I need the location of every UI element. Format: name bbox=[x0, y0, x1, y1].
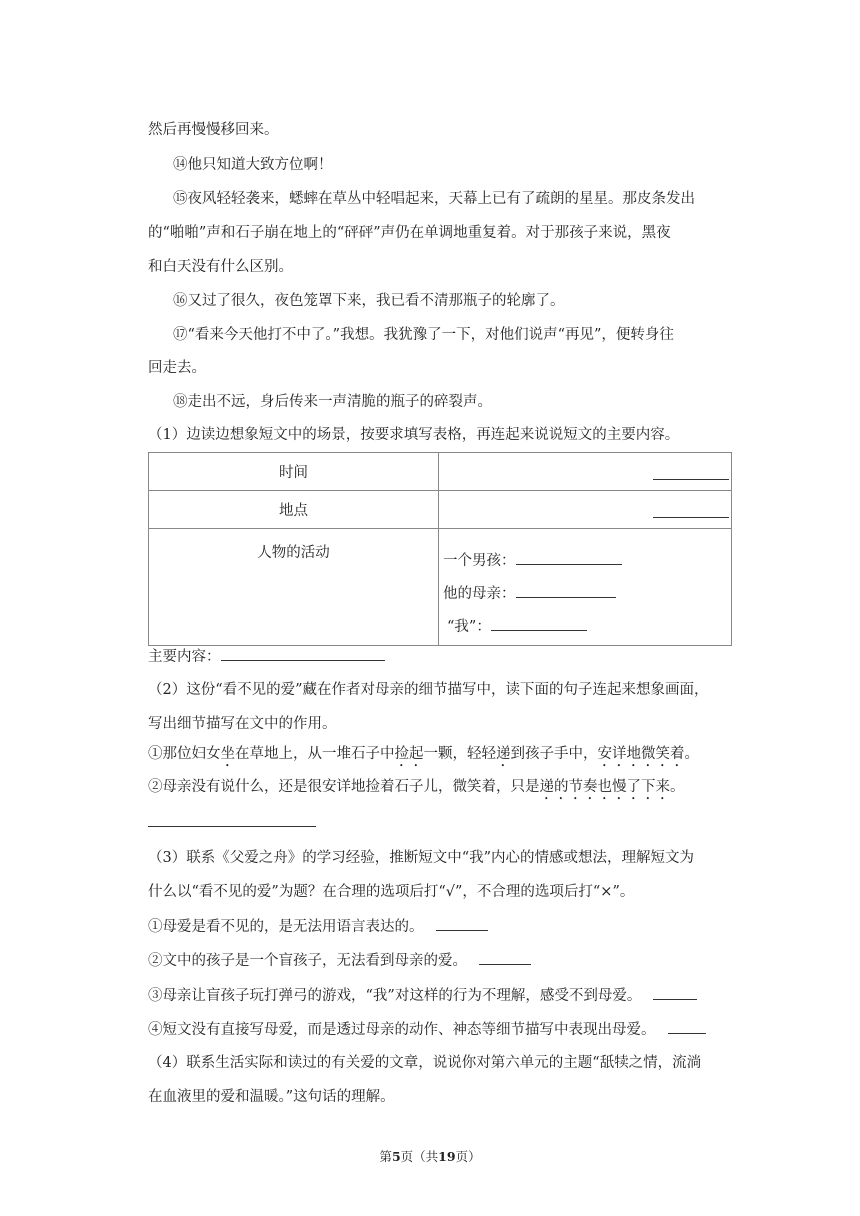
mother-answer-blank[interactable] bbox=[516, 583, 616, 598]
option-4: ④短文没有直接写母爱，而是透过母亲的动作、神态等细节描写中表现出母爱。 bbox=[148, 1022, 656, 1038]
emphasis-pick: 捡起 bbox=[394, 746, 424, 762]
boy-activity-row bbox=[443, 549, 622, 570]
time-label: 时间 bbox=[149, 453, 439, 491]
activity-label: 人物的活动 bbox=[149, 529, 439, 646]
activity-answer-cell bbox=[439, 529, 732, 646]
page-total: 19 bbox=[438, 1149, 456, 1164]
sentence-2: ②母亲没有说什么，还是很安详地捡着石子儿，微笑着，只是递的节奏也慢了下来。 bbox=[148, 779, 685, 795]
paragraph-18: ⑱走出不远，身后传来一声清脆的瓶子的碎裂声。 bbox=[173, 394, 492, 410]
main-content-blank[interactable] bbox=[221, 646, 385, 661]
paragraph-15-line-2: 的“啪啪”声和石子崩在地上的“砰砰”声仍在单调地重复着。对于那孩子来说，黑夜 bbox=[148, 225, 671, 241]
place-answer-cell[interactable] bbox=[439, 491, 732, 529]
paragraph-14: ⑭他只知道大致方位啊！ bbox=[173, 157, 333, 173]
option-1: ①母爱是看不见的，是无法用语言表达的。 bbox=[148, 919, 424, 935]
emphasis-smile: 安详地微笑着 bbox=[597, 746, 685, 762]
option-3-row bbox=[148, 985, 697, 1006]
question-2-line-2: 写出细节描写在文中的作用。 bbox=[148, 716, 337, 732]
paragraph-15-line-3: 和白天没有什么区别。 bbox=[148, 259, 293, 275]
option-4-row bbox=[148, 1019, 706, 1040]
boy-label: 一个男孩： bbox=[443, 553, 516, 569]
question-2-answer-blank[interactable] bbox=[148, 812, 316, 827]
question-2-line-1: （2）这份“看不见的爱”藏在作者对母亲的细节描写中，读下面的句子连起来想象画面， bbox=[148, 682, 709, 698]
paragraph-15-line-1: ⑮夜风轻轻袭来，蟋蟀在草丛中轻唱起来，天幕上已有了疏朗的星星。那皮条发出 bbox=[173, 191, 695, 207]
paragraph-13-tail: 然后再慢慢移回来。 bbox=[148, 122, 279, 138]
main-content-label: 主要内容： bbox=[148, 649, 221, 665]
place-label: 地点 bbox=[149, 491, 439, 529]
option-3: ③母亲让盲孩子玩打弹弓的游戏，“我”对这样的行为不理解，感受不到母爱。 bbox=[148, 988, 642, 1004]
time-answer-blank[interactable] bbox=[653, 479, 729, 480]
page-number: 5 bbox=[391, 1149, 401, 1164]
sentence-1: ①那位妇女坐在草地上，从一堆石子中捡起一颗，轻轻递到孩子手中，安详地微笑着。 bbox=[148, 746, 699, 762]
boy-answer-blank[interactable] bbox=[516, 550, 622, 565]
emphasis-slow: 递的节奏也慢了下来 bbox=[539, 779, 670, 795]
question-2-answer-row bbox=[148, 812, 316, 833]
mother-label: 他的母亲： bbox=[443, 586, 516, 602]
main-content-row bbox=[148, 646, 385, 667]
paragraph-17-line-2: 回走去。 bbox=[148, 360, 206, 376]
emphasis-sit: 坐 bbox=[220, 746, 235, 762]
me-answer-blank[interactable] bbox=[491, 616, 587, 631]
place-answer-blank[interactable] bbox=[653, 517, 729, 518]
scene-table bbox=[148, 452, 732, 646]
mother-activity-row bbox=[443, 582, 616, 603]
emphasis-hand: 递 bbox=[496, 746, 511, 762]
paragraph-16: ⑯又过了很久，夜色笼罩下来，我已看不清那瓶子的轮廓了。 bbox=[173, 293, 565, 309]
option-3-blank[interactable] bbox=[653, 985, 697, 1000]
option-2: ②文中的孩子是一个盲孩子，无法看到母亲的爱。 bbox=[148, 953, 467, 969]
paragraph-17-line-1: ⑰“看来今天他打不中了。”我想。我犹豫了一下，对他们说声“再见”，便转身往 bbox=[173, 327, 674, 343]
question-4-line-1: （4）联系生活实际和读过的有关爱的文章，说说你对第六单元的主题“舐犊之情，流淌 bbox=[148, 1055, 702, 1071]
option-2-row bbox=[148, 950, 531, 971]
question-3-line-1: （3）联系《父爱之舟》的学习经验，推断短文中“我”内心的情感或想法，理解短文为 bbox=[148, 850, 695, 866]
option-1-row bbox=[148, 916, 488, 937]
me-label: “我”： bbox=[447, 619, 491, 635]
option-1-blank[interactable] bbox=[436, 916, 488, 931]
option-4-blank[interactable] bbox=[668, 1019, 706, 1034]
me-activity-row bbox=[447, 615, 587, 636]
option-2-blank[interactable] bbox=[479, 950, 531, 965]
question-1: （1）边读边想象短文中的场景，按要求填写表格，再连起来说说短文的主要内容。 bbox=[148, 427, 680, 443]
time-answer-cell[interactable] bbox=[439, 453, 732, 491]
question-3-line-2: 什么以“看不见的爱”为题？在合理的选项后打“√”，不合理的选项后打“×”。 bbox=[148, 884, 635, 900]
page-footer: 第5页（共19页） bbox=[379, 1149, 481, 1164]
question-4-line-2: 在血液里的爱和温暖。”这句话的理解。 bbox=[148, 1089, 395, 1105]
